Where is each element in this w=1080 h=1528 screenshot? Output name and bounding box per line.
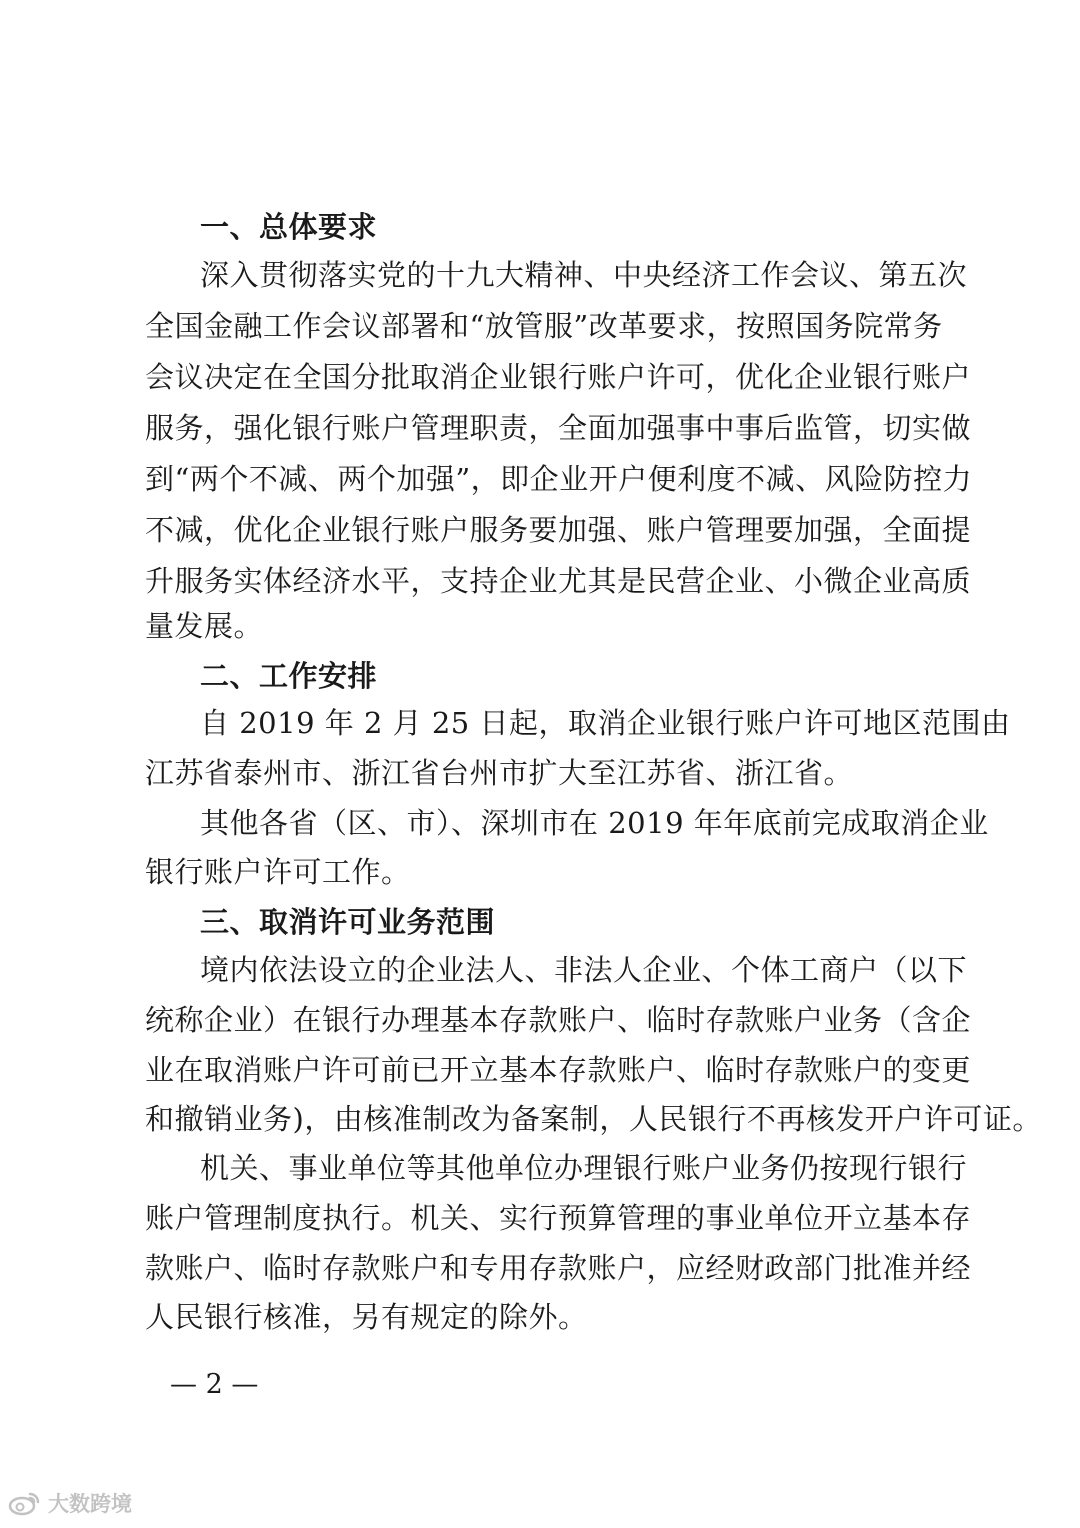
body-text-line: 银行账户许可工作。 bbox=[145, 855, 411, 889]
body-text-line: 到“两个不减、两个加强”，即企业开户便利度不减、风险防控力 bbox=[145, 462, 973, 496]
section-heading: 三、取消许可业务范围 bbox=[200, 905, 496, 939]
body-text-line: 会议决定在全国分批取消企业银行账户许可，优化企业银行账户 bbox=[145, 360, 972, 394]
section-heading: 二、工作安排 bbox=[200, 659, 378, 693]
body-text-line: 账户管理制度执行。机关、实行预算管理的事业单位开立基本存 bbox=[145, 1201, 972, 1235]
body-text-line: 人民银行核准，另有规定的除外。 bbox=[145, 1300, 588, 1334]
body-text-line: 深入贯彻落实党的十九大精神、中央经济工作会议、第五次 bbox=[200, 258, 968, 292]
body-text-line: 不减，优化企业银行账户服务要加强、账户管理要加强，全面提 bbox=[145, 513, 972, 547]
body-text-line: 统称企业）在银行办理基本存款账户、临时存款账户业务（含企 bbox=[145, 1003, 972, 1037]
body-text-line: 服务，强化银行账户管理职责，全面加强事中事后监管，切实做 bbox=[145, 411, 972, 445]
body-text-line: 江苏省泰州市、浙江省台州市扩大至江苏省、浙江省。 bbox=[145, 756, 854, 790]
body-text-line: 款账户、临时存款账户和专用存款账户，应经财政部门批准并经 bbox=[145, 1251, 972, 1285]
body-text-line: 升服务实体经济水平，支持企业尤其是民营企业、小微企业高质 bbox=[145, 564, 972, 598]
watermark bbox=[8, 1488, 132, 1518]
body-text-line: 其他各省（区、市）、深圳市在 2019 年年底前完成取消企业 bbox=[200, 806, 989, 840]
body-text-line: 全国金融工作会议部署和“放管服”改革要求，按照国务院常务 bbox=[145, 309, 943, 343]
body-text-line: 业在取消账户许可前已开立基本存款账户、临时存款账户的变更 bbox=[145, 1053, 972, 1087]
body-text-line: 机关、事业单位等其他单位办理银行账户业务仍按现行银行 bbox=[200, 1151, 968, 1185]
section-heading: 一、总体要求 bbox=[200, 210, 378, 244]
body-text-line: 量发展。 bbox=[145, 609, 264, 643]
watermark-text: 大数跨境 bbox=[48, 1492, 132, 1516]
page-number: — 2 — bbox=[170, 1369, 259, 1400]
body-text-line: 自 2019 年 2 月 25 日起，取消企业银行账户许可地区范围由 bbox=[200, 706, 1011, 740]
body-text-line: 境内依法设立的企业法人、非法人企业、个体工商户（以下 bbox=[200, 953, 968, 987]
weibo-logo-icon bbox=[8, 1490, 42, 1516]
body-text-line: 和撤销业务)，由核准制改为备案制，人民银行不再核发开户许可证。 bbox=[145, 1102, 1042, 1136]
